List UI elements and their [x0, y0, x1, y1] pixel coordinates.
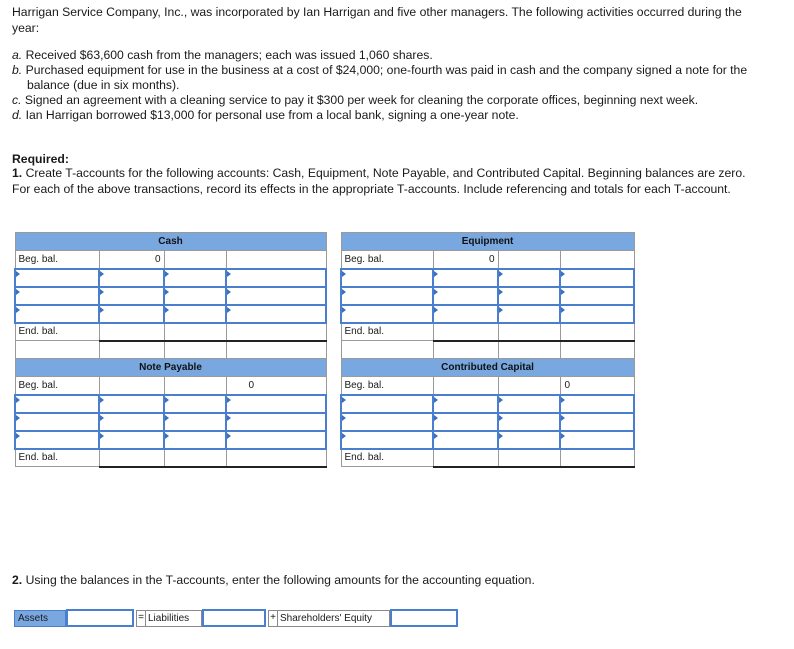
cash-beg-label: Beg. bal.: [15, 251, 99, 269]
equipment-credit-amount-input[interactable]: [560, 287, 634, 305]
note-payable-end-debit-input[interactable]: [99, 449, 164, 467]
cash-credit-amount-input[interactable]: [226, 269, 326, 287]
cash-credit-amount-input[interactable]: [226, 287, 326, 305]
cash-credit-amount: [226, 251, 326, 269]
contributed-capital-debit-amount-input[interactable]: [433, 431, 498, 449]
required-heading: Required:: [12, 152, 69, 166]
cash-credit-ref-input[interactable]: [164, 287, 226, 305]
contributed-capital-credit-ref-input[interactable]: [498, 413, 560, 431]
equipment-end-credit-input[interactable]: [560, 323, 634, 341]
requirement-1: [12, 166, 752, 197]
equipment-beg-value: 0: [433, 251, 498, 269]
cash-debit-ref-input[interactable]: [15, 305, 99, 323]
transaction-text: Signed an agreement with a cleaning service to pay it $300 per week for cleaning the corporate offices, beginning next week.: [24, 93, 699, 107]
note-payable-debit-amount-input[interactable]: [99, 413, 164, 431]
equipment-debit-ref-input[interactable]: [341, 305, 433, 323]
plus-sign: +: [268, 610, 278, 627]
cash-debit-amount-input[interactable]: [99, 305, 164, 323]
note-payable-end-ref: [164, 449, 226, 467]
transaction-text: Received $63,600 cash from the managers; each was issued 1,060 shares.: [25, 48, 433, 62]
contributed-capital-beg-label: Beg. bal.: [341, 377, 433, 395]
equipment-debit-ref-input[interactable]: [341, 287, 433, 305]
contributed-capital-end-ref: [498, 449, 560, 467]
contributed-capital-credit-amount-input[interactable]: [560, 431, 634, 449]
equipment-credit-amount-input[interactable]: [560, 269, 634, 287]
cash-end-label: End. bal.: [15, 323, 99, 341]
cash-credit-ref-input[interactable]: [164, 269, 226, 287]
equipment-end-balance-input[interactable]: [433, 323, 498, 341]
transaction-text: Purchased equipment for use in the business at a cost of $24,000; one-fourth was paid in cash and the company signed a note for the balance (due in six months).: [25, 63, 748, 92]
note-payable-debit-ref-input[interactable]: [15, 431, 99, 449]
note-payable-debit-amount-input[interactable]: [99, 431, 164, 449]
contributed-capital-end-balance-input[interactable]: [560, 449, 634, 467]
note-payable-debit-ref-input[interactable]: [15, 413, 99, 431]
transaction-letter: a.: [12, 48, 23, 62]
cash-beg-value: 0: [99, 251, 164, 269]
assets-label: Assets: [14, 610, 66, 627]
cash-end-credit-input[interactable]: [226, 323, 326, 341]
contributed-capital-credit-ref-input[interactable]: [498, 395, 560, 413]
liabilities-label: Liabilities: [146, 610, 202, 627]
equipment-credit-ref-input[interactable]: [498, 305, 560, 323]
equipment-credit-ref-input[interactable]: [498, 287, 560, 305]
equipment-credit-amount-input[interactable]: [560, 305, 634, 323]
note-payable-end-balance-input[interactable]: [226, 449, 326, 467]
note-payable-credit-amount-input[interactable]: [226, 395, 326, 413]
equipment-account-title: Equipment: [341, 233, 634, 251]
shareholders-equity-input[interactable]: [390, 609, 458, 627]
equipment-credit-ref: [498, 251, 560, 269]
note-payable-debit-ref-input[interactable]: [15, 395, 99, 413]
note-payable-debit-amount: [99, 377, 164, 395]
equals-sign: =: [136, 610, 146, 627]
contributed-capital-end-label: End. bal.: [341, 449, 433, 467]
contributed-capital-credit-ref: [498, 377, 560, 395]
note-payable-credit-ref-input[interactable]: [164, 413, 226, 431]
contributed-capital-beg-value: 0: [560, 377, 634, 395]
transaction-b: [12, 63, 777, 93]
transaction-text: Ian Harrigan borrowed $13,000 for personal use from a local bank, signing a one-year note.: [25, 108, 519, 122]
equipment-credit-ref-input[interactable]: [498, 269, 560, 287]
requirement-number: 2.: [12, 573, 23, 587]
equipment-debit-amount-input[interactable]: [433, 305, 498, 323]
cash-credit-ref: [164, 251, 226, 269]
contributed-capital-debit-ref-input[interactable]: [341, 395, 433, 413]
requirement-text: Create T-accounts for the following accounts: Cash, Equipment, Note Payable, and Contributed Capital. Beginning balances are zero. For each of the above transactions, record its effects in the appropriate T-accounts. Include referencing and totals for each T-account.: [12, 166, 746, 196]
note-payable-credit-ref: [164, 377, 226, 395]
contributed-capital-debit-ref-input[interactable]: [341, 413, 433, 431]
note-payable-debit-amount-input[interactable]: [99, 395, 164, 413]
liabilities-input[interactable]: [202, 609, 266, 627]
accounting-equation: [14, 609, 458, 627]
equipment-debit-amount-input[interactable]: [433, 269, 498, 287]
contributed-capital-debit-amount: [433, 377, 498, 395]
assets-input[interactable]: [66, 609, 134, 627]
contributed-capital-account-title: Contributed Capital: [341, 359, 634, 377]
cash-debit-ref-input[interactable]: [15, 287, 99, 305]
transaction-list: [12, 48, 777, 123]
note-payable-beg-label: Beg. bal.: [15, 377, 99, 395]
note-payable-account-title: Note Payable: [15, 359, 326, 377]
transaction-a: [12, 48, 777, 63]
transaction-letter: d.: [12, 108, 23, 122]
note-payable-end-label: End. bal.: [15, 449, 99, 467]
note-payable-beg-value: 0: [226, 377, 326, 395]
cash-credit-ref-input[interactable]: [164, 305, 226, 323]
equipment-end-label: End. bal.: [341, 323, 433, 341]
cash-account-title: Cash: [15, 233, 326, 251]
problem-intro: Harrigan Service Company, Inc., was incorporated by Ian Harrigan and five other managers. The following activities occurred during the year:: [12, 5, 742, 35]
note-payable-credit-ref-input[interactable]: [164, 431, 226, 449]
cash-debit-amount-input[interactable]: [99, 269, 164, 287]
equipment-beg-label: Beg. bal.: [341, 251, 433, 269]
transaction-c: [12, 93, 777, 108]
shareholders-equity-label: Shareholders' Equity: [278, 610, 390, 627]
requirement-number: 1.: [12, 166, 23, 180]
equipment-debit-ref-input[interactable]: [341, 269, 433, 287]
transaction-d: [12, 108, 777, 123]
equipment-end-ref: [498, 323, 560, 341]
requirement-2: [12, 573, 535, 587]
cash-end-balance-input[interactable]: [99, 323, 164, 341]
contributed-capital-debit-ref-input[interactable]: [341, 431, 433, 449]
transaction-letter: c.: [12, 93, 22, 107]
contributed-capital-credit-amount-input[interactable]: [560, 395, 634, 413]
contributed-capital-credit-amount-input[interactable]: [560, 413, 634, 431]
cash-end-ref: [164, 323, 226, 341]
note-payable-credit-ref-input[interactable]: [164, 395, 226, 413]
cash-credit-amount-input[interactable]: [226, 305, 326, 323]
requirement-text: Using the balances in the T-accounts, enter the following amounts for the accounting equation.: [25, 573, 535, 587]
t-account-grid: [14, 232, 635, 468]
contributed-capital-debit-amount-input[interactable]: [433, 395, 498, 413]
note-payable-credit-amount-input[interactable]: [226, 413, 326, 431]
contributed-capital-credit-ref-input[interactable]: [498, 431, 560, 449]
contributed-capital-debit-amount-input[interactable]: [433, 413, 498, 431]
equipment-debit-amount-input[interactable]: [433, 287, 498, 305]
contributed-capital-end-debit-input[interactable]: [433, 449, 498, 467]
note-payable-credit-amount-input[interactable]: [226, 431, 326, 449]
cash-debit-amount-input[interactable]: [99, 287, 164, 305]
equipment-credit-amount: [560, 251, 634, 269]
cash-debit-ref-input[interactable]: [15, 269, 99, 287]
transaction-letter: b.: [12, 63, 23, 77]
